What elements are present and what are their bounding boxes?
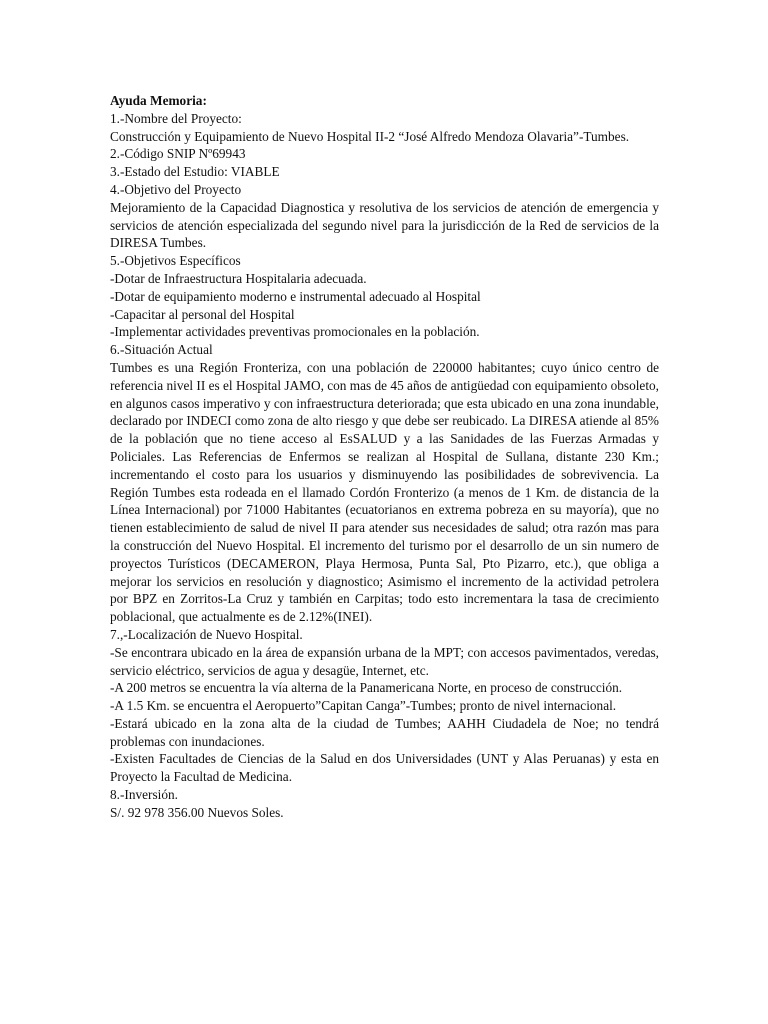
section-7-item: -Existen Facultades de Ciencias de la Salud en dos Universidades (UNT y Alas Peruanas) y esta en Proyecto la Facultad de Medicina. xyxy=(110,751,659,785)
section-7-item: -Estará ubicado en la zona alta de la ciudad de Tumbes; AAHH Ciudadela de Noe; no tendrá problemas con inundaciones. xyxy=(110,715,659,749)
section-7-item: -A 200 metros se encuentra la vía alterna de la Panamericana Norte, en proceso de construcción. xyxy=(110,680,623,696)
section-2-snip-code: 2.-Código SNIP Nº69943 xyxy=(110,146,246,162)
section-5-heading: 5.-Objetivos Específicos xyxy=(110,253,241,269)
section-6-text: Tumbes es una Región Fronteriza, con una población de 220000 habitantes; cuyo único centro de referencia nivel II es el Hospital JAMO, con mas de 45 años de antigüedad con equipamiento obsoleto, en algunos casos imperativo y con infraestructura deteriorada; que esta ubicado en una zona inundable, declarado por INDECI como zona de alto riesgo y que debe ser reubicado. La DIRESA atiende al 85% de la población que no tiene acceso al EsSALUD y a las Sanidades de las Fuerzas Armadas y Policiales. Las Referencias de Enfermos se realizan al Hospital de Sullana, distante 230 Km.; incrementando el costo para los usuarios y disminuyendo las posibilidades de sobrevivencia. La Región Tumbes esta rodeada en el llamado Cordón Fronterizo (a menos de 1 Km. de distancia de la Línea Internacional) por 71000 Habitantes (ecuatorianos en extrema pobreza en su mayoría), que no tienen establecimiento de salud de nivel II para atender sus necesidades de salud; otra razón mas para la construcción del Nuevo Hospital. El incremento del turismo por el desarrollo de un sin numero de proyectos Turísticos (DECAMERON, Playa Hermosa, Punta Sal, Pto Pizarro, etc.), que obliga a mejorar los servicios en resolución y diagnostico; Asimismo el incremento de la actividad petrolera por BPZ en Zorritos-La Cruz y también en Carpitas; todo esto incrementara la tasa de crecimiento poblacional, que actualmente es de 2.12%(INEI). xyxy=(110,359,659,625)
section-5-item: -Implementar actividades preventivas promocionales en la población. xyxy=(110,324,480,340)
section-5-item: -Dotar de equipamiento moderno e instrumental adecuado al Hospital xyxy=(110,288,481,304)
document-title: Ayuda Memoria: xyxy=(110,93,207,108)
section-5-item: -Dotar de Infraestructura Hospitalaria adecuada. xyxy=(110,270,367,286)
section-7-item: -Se encontrara ubicado en la área de expansión urbana de la MPT; con accesos pavimentados, veredas, servicio eléctrico, servicios de agua y desagüe, Internet, etc. xyxy=(110,644,659,678)
section-1-heading: 1.-Nombre del Proyecto: xyxy=(110,110,242,126)
section-3-study-status: 3.-Estado del Estudio: VIABLE xyxy=(110,164,280,180)
section-5-item: -Capacitar al personal del Hospital xyxy=(110,306,295,322)
section-6-heading: 6.-Situación Actual xyxy=(110,342,213,358)
section-1-text: Construcción y Equipamiento de Nuevo Hospital II-2 “José Alfredo Mendoza Olavaria”-Tumbes. xyxy=(110,128,630,144)
section-8-heading: 8.-Inversión. xyxy=(110,787,178,803)
section-7-item: -A 1.5 Km. se encuentra el Aeropuerto”Capitan Canga”-Tumbes; pronto de nivel internacional. xyxy=(110,698,617,714)
section-4-heading: 4.-Objetivo del Proyecto xyxy=(110,181,242,197)
document-body xyxy=(110,92,659,822)
section-4-text: Mejoramiento de la Capacidad Diagnostica y resolutiva de los servicios de atención de emergencia y servicios de atención especializada del segundo nivel para la jurisdicción de la Red de servicios de la DIRESA Tumbes. xyxy=(110,199,659,251)
section-8-investment: S/. 92 978 356.00 Nuevos Soles. xyxy=(110,804,284,820)
section-7-heading: 7.,-Localización de Nuevo Hospital. xyxy=(110,626,303,642)
